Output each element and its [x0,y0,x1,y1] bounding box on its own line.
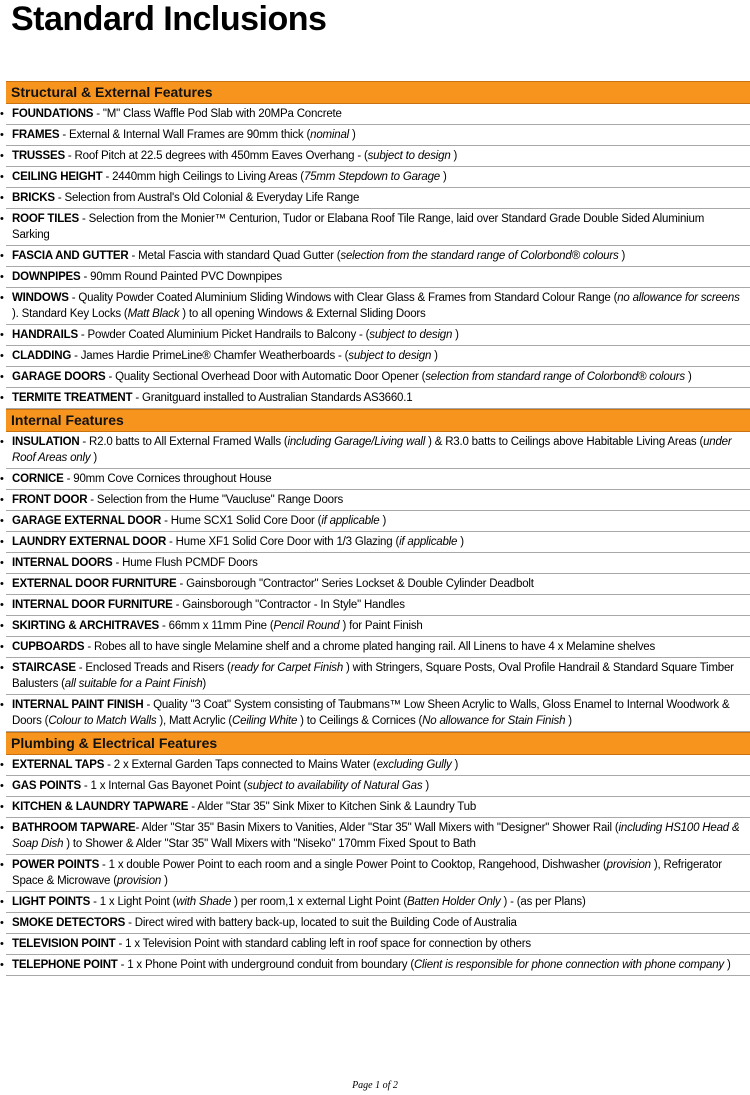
item-description: ) [565,715,572,727]
section [0,81,750,409]
item-note: No allowance for Stain Finish [422,715,566,727]
item-description: ) [90,452,98,464]
item-note: 75mm Stepdown to Garage [303,171,440,183]
item-description: - James Hardie PrimeLine® Chamfer Weatherboards - ( [71,350,349,362]
list-item [6,104,750,125]
list-item [6,913,750,934]
item-description: - Gainsborough "Contractor" Series Lockset & Double Cylinder Deadbolt [176,578,534,590]
item-label: GARAGE EXTERNAL DOOR [12,515,162,527]
item-label: TERMITE TREATMENT [12,392,133,404]
item-label: FOUNDATIONS [12,108,94,120]
item-label: HANDRAILS [12,329,78,341]
list-item [6,469,750,490]
item-description: - Hume XF1 Solid Core Door with 1/3 Glazing ( [166,536,400,548]
list-item [6,658,750,695]
item-label: TELEVISION POINT [12,938,116,950]
item-description: - Robes all to have single Melamine shelf and a chrome plated hanging rail. All Linens to have 4 x Melamine shelves [84,641,655,653]
item-description: - Selection from the Hume "Vaucluse" Range Doors [87,494,344,506]
item-description: - 1 x Phone Point with underground conduit from boundary ( [117,959,414,971]
item-description: ) [618,250,626,262]
item-note: provision [116,875,162,887]
item-label: FRAMES [12,129,60,141]
item-description: - 1 x Internal Gas Bayonet Point ( [80,780,248,792]
item-note: subject to design [348,350,432,362]
item-description: - 1 x Light Point ( [90,896,177,908]
item-label: DOWNPIPES [12,271,81,283]
item-label: INTERNAL DOORS [12,557,113,569]
item-note: Colour to Match Walls [48,715,157,727]
item-label: LAUNDRY EXTERNAL DOOR [12,536,167,548]
item-description: ) [451,759,459,771]
list-item [6,246,750,267]
item-description: - 1 x Television Point with standard cabling left in roof space for connection by others [115,938,531,950]
item-label: FASCIA AND GUTTER [12,250,129,262]
item-description: - Selection from the Monier™ Centurion, Tudor or Elabana Roof Tile Range, laid over Standard Grade Double Sided Aluminium Sarking [12,213,705,241]
item-description: - Hume Flush PCMDF Doors [112,557,258,569]
item-description: - Gainsborough "Contractor - In Style" Handles [172,599,405,611]
item-description: - Enclosed Treads and Risers ( [75,662,231,674]
list-item [6,188,750,209]
item-label: GARAGE DOORS [12,371,106,383]
item-description: ). Standard Key Locks ( [12,308,128,320]
inclusions-list [0,81,750,976]
list-item [6,167,750,188]
item-note: if applicable [321,515,380,527]
list-item [6,574,750,595]
item-description: - Granitguard installed to Australian Standards AS3660.1 [132,392,413,404]
item-description: - Direct wired with battery back-up, located to suit the Building Code of Australia [125,917,517,929]
item-description: ) [422,780,430,792]
item-label: INTERNAL PAINT FINISH [12,699,144,711]
item-note: Ceiling White [232,715,298,727]
section-heading: Structural & External Features [6,81,750,104]
item-label: CEILING HEIGHT [12,171,103,183]
list-item [6,346,750,367]
item-description: - Quality Powder Coated Aluminium Sliding Windows with Clear Glass & Frames from Standard Colour Range ( [68,292,618,304]
item-label: LIGHT POINTS [12,896,91,908]
list-item [6,855,750,892]
list-item [6,388,750,409]
list-item [6,818,750,855]
item-description: ) with Stringers, Square Posts, Oval Profile Handrail & Standard Square Timber Balusters ( [12,662,734,690]
list-item [6,797,750,818]
item-description: ) [457,536,464,548]
item-description: ) for Paint Finish [339,620,423,632]
item-description: - Quality Sectional Overhead Door with Automatic Door Opener ( [105,371,426,383]
item-note: with Shade [176,896,232,908]
item-description: ) [161,875,168,887]
item-description: - Powder Coated Aluminium Picket Handrails to Balcony - ( [77,329,370,341]
list-item [6,490,750,511]
item-note: selection from the standard range of Colorbond® colours [340,250,619,262]
item-label: EXTERNAL TAPS [12,759,105,771]
item-note: subject to design [369,329,453,341]
item-label: ROOF TILES [12,213,80,225]
item-description: ) to Ceilings & Cornices ( [297,715,423,727]
item-note: subject to availability of Natural Gas [247,780,423,792]
item-description: - 2440mm high Ceilings to Living Areas ( [102,171,304,183]
item-label: CLADDING [12,350,72,362]
list-item [6,532,750,553]
item-label: TELEPHONE POINT [12,959,118,971]
page-title: Standard Inclusions [11,0,327,38]
item-description: - External & Internal Wall Frames are 90mm thick ( [59,129,311,141]
page-footer: Page 1 of 2 [352,1080,398,1091]
item-description: ) [349,129,356,141]
item-description: - Metal Fascia with standard Quad Gutter ( [128,250,341,262]
list-item [6,616,750,637]
list-item [6,367,750,388]
item-note: including HS100 Head & Soap Dish [12,822,740,850]
list-item [6,146,750,167]
item-description: ) per room,1 x external Light Point ( [231,896,407,908]
item-description: ), Matt Acrylic ( [156,715,233,727]
item-note: excluding Gully [376,759,452,771]
list-item [6,288,750,325]
list-item [6,325,750,346]
list-item [6,267,750,288]
item-description: - Selection from Austral's Old Colonial & Everyday Life Range [54,192,360,204]
item-description: - 90mm Cove Cornices throughout House [63,473,272,485]
item-note: ready for Carpet Finish [230,662,344,674]
item-note: selection from standard range of Colorbond® colours [425,371,685,383]
item-note: if applicable [399,536,458,548]
item-label: EXTERNAL DOOR FURNITURE [12,578,177,590]
item-description: ) [431,350,438,362]
item-description: - Alder "Star 35" Basin Mixers to Vanities, Alder "Star 35" Wall Mixers with "Designer" Shower Rail ( [135,822,619,834]
item-note: subject to design [367,150,451,162]
item-label: SMOKE DETECTORS [12,917,126,929]
list-item [6,695,750,732]
list-item [6,595,750,616]
item-description: ) [723,959,731,971]
item-description: ), Refrigerator Space & Microwave ( [12,859,722,887]
item-note: Batten Holder Only [407,896,501,908]
item-label: INSULATION [12,436,80,448]
item-description: ) - (as per Plans) [500,896,586,908]
item-description: ) to all opening Windows & External Sliding Doors [179,308,426,320]
item-description: - Roof Pitch at 22.5 degrees with 450mm Eaves Overhang - ( [64,150,368,162]
item-label: INTERNAL DOOR FURNITURE [12,599,173,611]
item-label: FRONT DOOR [12,494,88,506]
list-item [6,209,750,246]
item-description: ) [202,678,207,690]
item-description: ) [450,150,458,162]
section [0,409,750,732]
item-description: - Hume SCX1 Solid Core Door ( [161,515,322,527]
item-note: nominal [310,129,349,141]
item-note: no allowance for screens [617,292,740,304]
item-description: - 66mm x 11mm Pine ( [159,620,274,632]
item-note: Client is responsible for phone connection with phone company [413,959,724,971]
item-label: BRICKS [12,192,55,204]
item-label: CORNICE [12,473,64,485]
item-description: ) [440,171,447,183]
item-label: KITCHEN & LAUNDRY TAPWARE [12,801,189,813]
list-item [6,553,750,574]
item-label: BATHROOM TAPWARE [12,822,136,834]
item-label: STAIRCASE [12,662,76,674]
item-note: under Roof Areas only [12,436,732,464]
item-label: POWER POINTS [12,859,100,871]
item-description: ) & R3.0 batts to Ceilings above Habitable Living Areas ( [425,436,704,448]
item-note: Pencil Round [273,620,340,632]
item-note: including Garage/Living wall [287,436,426,448]
item-description: - 90mm Round Painted PVC Downpipes [80,271,282,283]
list-item [6,637,750,658]
list-item [6,755,750,776]
list-item [6,955,750,976]
section-heading: Internal Features [6,409,750,432]
item-note: Matt Black [127,308,180,320]
item-description: ) [379,515,387,527]
item-description: ) [452,329,459,341]
list-item [6,776,750,797]
item-label: SKIRTING & ARCHITRAVES [12,620,160,632]
item-description: - 1 x double Power Point to each room and a single Power Point to Cooktop, Rangehood, Dishwasher ( [99,859,607,871]
item-label: TRUSSES [12,150,65,162]
list-item [6,892,750,913]
item-description: - Alder "Star 35" Sink Mixer to Kitchen Sink & Laundry Tub [188,801,477,813]
list-item [6,511,750,532]
section-heading: Plumbing & Electrical Features [6,732,750,755]
item-description: ) to Shower & Alder "Star 35" Wall Mixers with "Niseko" 170mm Fixed Spout to Bath [63,838,476,850]
item-description: - 2 x External Garden Taps connected to Mains Water ( [104,759,377,771]
item-note: all suitable for a Paint Finish [64,678,203,690]
item-description: ) [684,371,692,383]
item-label: CUPBOARDS [12,641,85,653]
list-item [6,934,750,955]
list-item [6,432,750,469]
list-item [6,125,750,146]
section [0,732,750,976]
item-label: GAS POINTS [12,780,81,792]
item-description: - R2.0 batts to All External Framed Walls ( [79,436,288,448]
item-note: provision [606,859,651,871]
item-description: - "M" Class Waffle Pod Slab with 20MPa Concrete [93,108,342,120]
item-label: WINDOWS [12,292,69,304]
item-description: - Quality "3 Coat" System consisting of Taubmans™ Low Sheen Acrylic to Walls, Gloss Enamel to Internal Woodwork & Doors ( [12,699,730,727]
